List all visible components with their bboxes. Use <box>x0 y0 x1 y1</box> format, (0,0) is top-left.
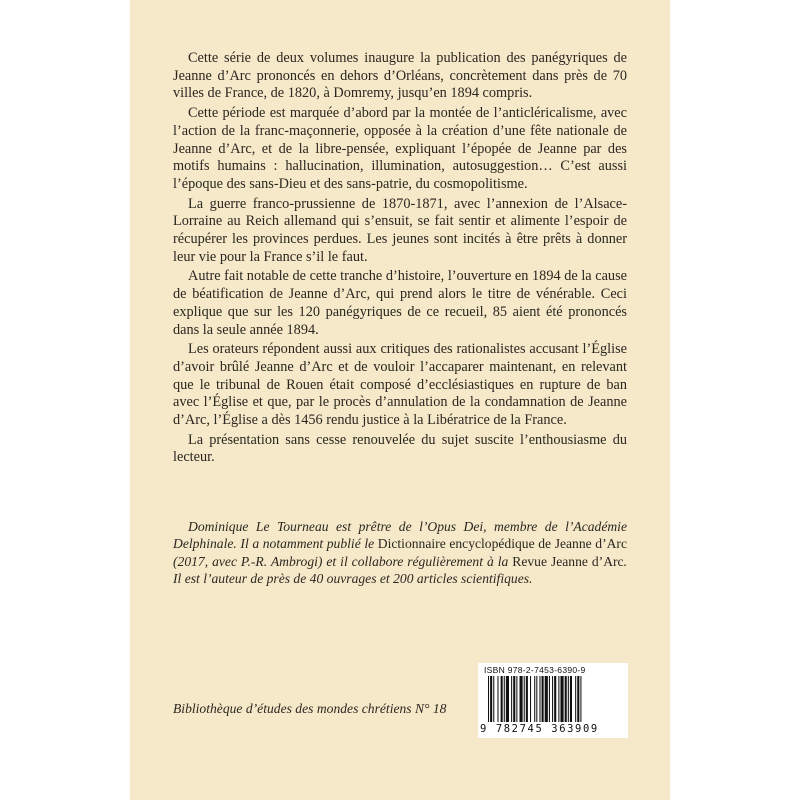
barcode-bar <box>580 676 581 722</box>
barcode-bar <box>560 676 563 722</box>
author-bio-part-3: . Il est l’auteur de près de 40 ouvrages et 200 articles scientifiques. <box>173 553 627 586</box>
synopsis-paragraph-4: Autre fait notable de cette tranche d’histoire, l’ouverture en 1894 de la cause de béatification de Jeanne d’Arc, qui prend alors le titre de vénérable. Ceci explique que sur les 120 panégyriques de ce recueil, 85 aient été prononcés dans la seule année 1894. <box>173 268 627 338</box>
synopsis-paragraph-5: Les orateurs répondent aussi aux critiques des rationalistes accusant l’Église d’avoir brûlé Jeanne d’Arc et de vouloir l’accaparer maintenant, en relevant que le tribunal de Rouen était composé d’ecclésiastiques en rupture de ban avec l’Église et que, par le procès d’annulation de la condamnation de Jeanne d’Arc, l’Église a dès 1456 rendu justice à la Libératrice de la France. <box>173 341 627 429</box>
barcode-bar <box>497 676 498 722</box>
author-bio <box>173 518 627 587</box>
barcode-bar <box>488 676 489 722</box>
barcode-bar <box>558 676 559 722</box>
barcode-bar <box>539 676 540 722</box>
barcode-bar <box>542 676 544 722</box>
barcode-bar <box>554 676 556 722</box>
barcode-bars-icon <box>486 676 620 726</box>
author-bio-part-1: Dominique Le Tourneau est prêtre de l’Opus Dei, membre de l’Académie Delphinale. Il a notamment publié le <box>173 519 627 552</box>
barcode-bar <box>516 676 517 722</box>
barcode-bar <box>504 676 505 722</box>
barcode-bar <box>565 676 567 722</box>
barcode-bar <box>534 676 535 722</box>
barcode-bar <box>501 676 503 722</box>
barcode-bar <box>513 676 515 722</box>
barcode-bar <box>526 676 528 722</box>
barcode-bar <box>511 676 512 722</box>
barcode-bar <box>536 676 537 722</box>
barcode-bar <box>549 676 550 722</box>
isbn-barcode <box>478 663 628 738</box>
barcode-bar <box>530 676 531 722</box>
barcode-bar <box>568 676 569 722</box>
synopsis-paragraph-1: Cette série de deux volumes inaugure la publication des panégyriques de Jeanne d’Arc prononcés en dehors d’Orléans, concrètement dans près de 70 villes de France, de 1820, à Domremy, jusqu’en 1894 compris. <box>173 50 627 102</box>
barcode-digits: 9 782745 363909 <box>480 723 599 735</box>
barcode-bar <box>493 676 494 722</box>
barcode-bar <box>490 676 492 722</box>
synopsis-paragraph-6: La présentation sans cesse renouvelée du sujet suscite l’enthousiasme du lecteur. <box>173 431 627 466</box>
author-bio-title-revue: Revue Jeanne d’Arc <box>512 553 624 569</box>
synopsis-text <box>173 50 627 469</box>
barcode-bar <box>524 676 525 722</box>
synopsis-paragraph-2: Cette période est marquée d’abord par la montée de l’anticléricalisme, avec l’action de la franc-maçonnerie, opposée à la création d’une fête nationale de Jeanne d’Arc, et de la libre-pensée, expliquant l’épopée de Jeanne par des motifs humains : hallucination, illumination, autosuggestion… C’est aussi l’époque des sans-Dieu et des sans-patrie, du cosmopolitisme. <box>173 105 627 192</box>
barcode-bar <box>545 676 548 722</box>
barcode-bar <box>570 676 572 722</box>
barcode-bar <box>520 676 523 722</box>
series-title: Bibliothèque d’études des mondes chrétiens N° 18 <box>173 701 447 716</box>
barcode-bar <box>552 676 553 722</box>
author-bio-title-dictionary: Dictionnaire encyclopédique de Jeanne d’Arc <box>377 536 627 552</box>
barcode-bar <box>506 676 509 722</box>
synopsis-paragraph-3: La guerre franco-prussienne de 1870-1871, avec l’annexion de l’Alsace-Lorraine au Reich allemand qui s’ensuit, se fait sentir et alimente l’espoir de récupérer les provinces perdues. Les jeunes sont incités à être prêts à donner leur vie pour la France s’il le faut. <box>173 195 627 265</box>
barcode-bar <box>577 676 579 722</box>
barcode-bar <box>575 676 576 722</box>
author-bio-part-2: (2017, avec P.-R. Ambrogi) et il collabore régulièrement à la <box>173 553 513 569</box>
isbn-label: ISBN 978-2-7453-6390-9 <box>484 665 586 675</box>
